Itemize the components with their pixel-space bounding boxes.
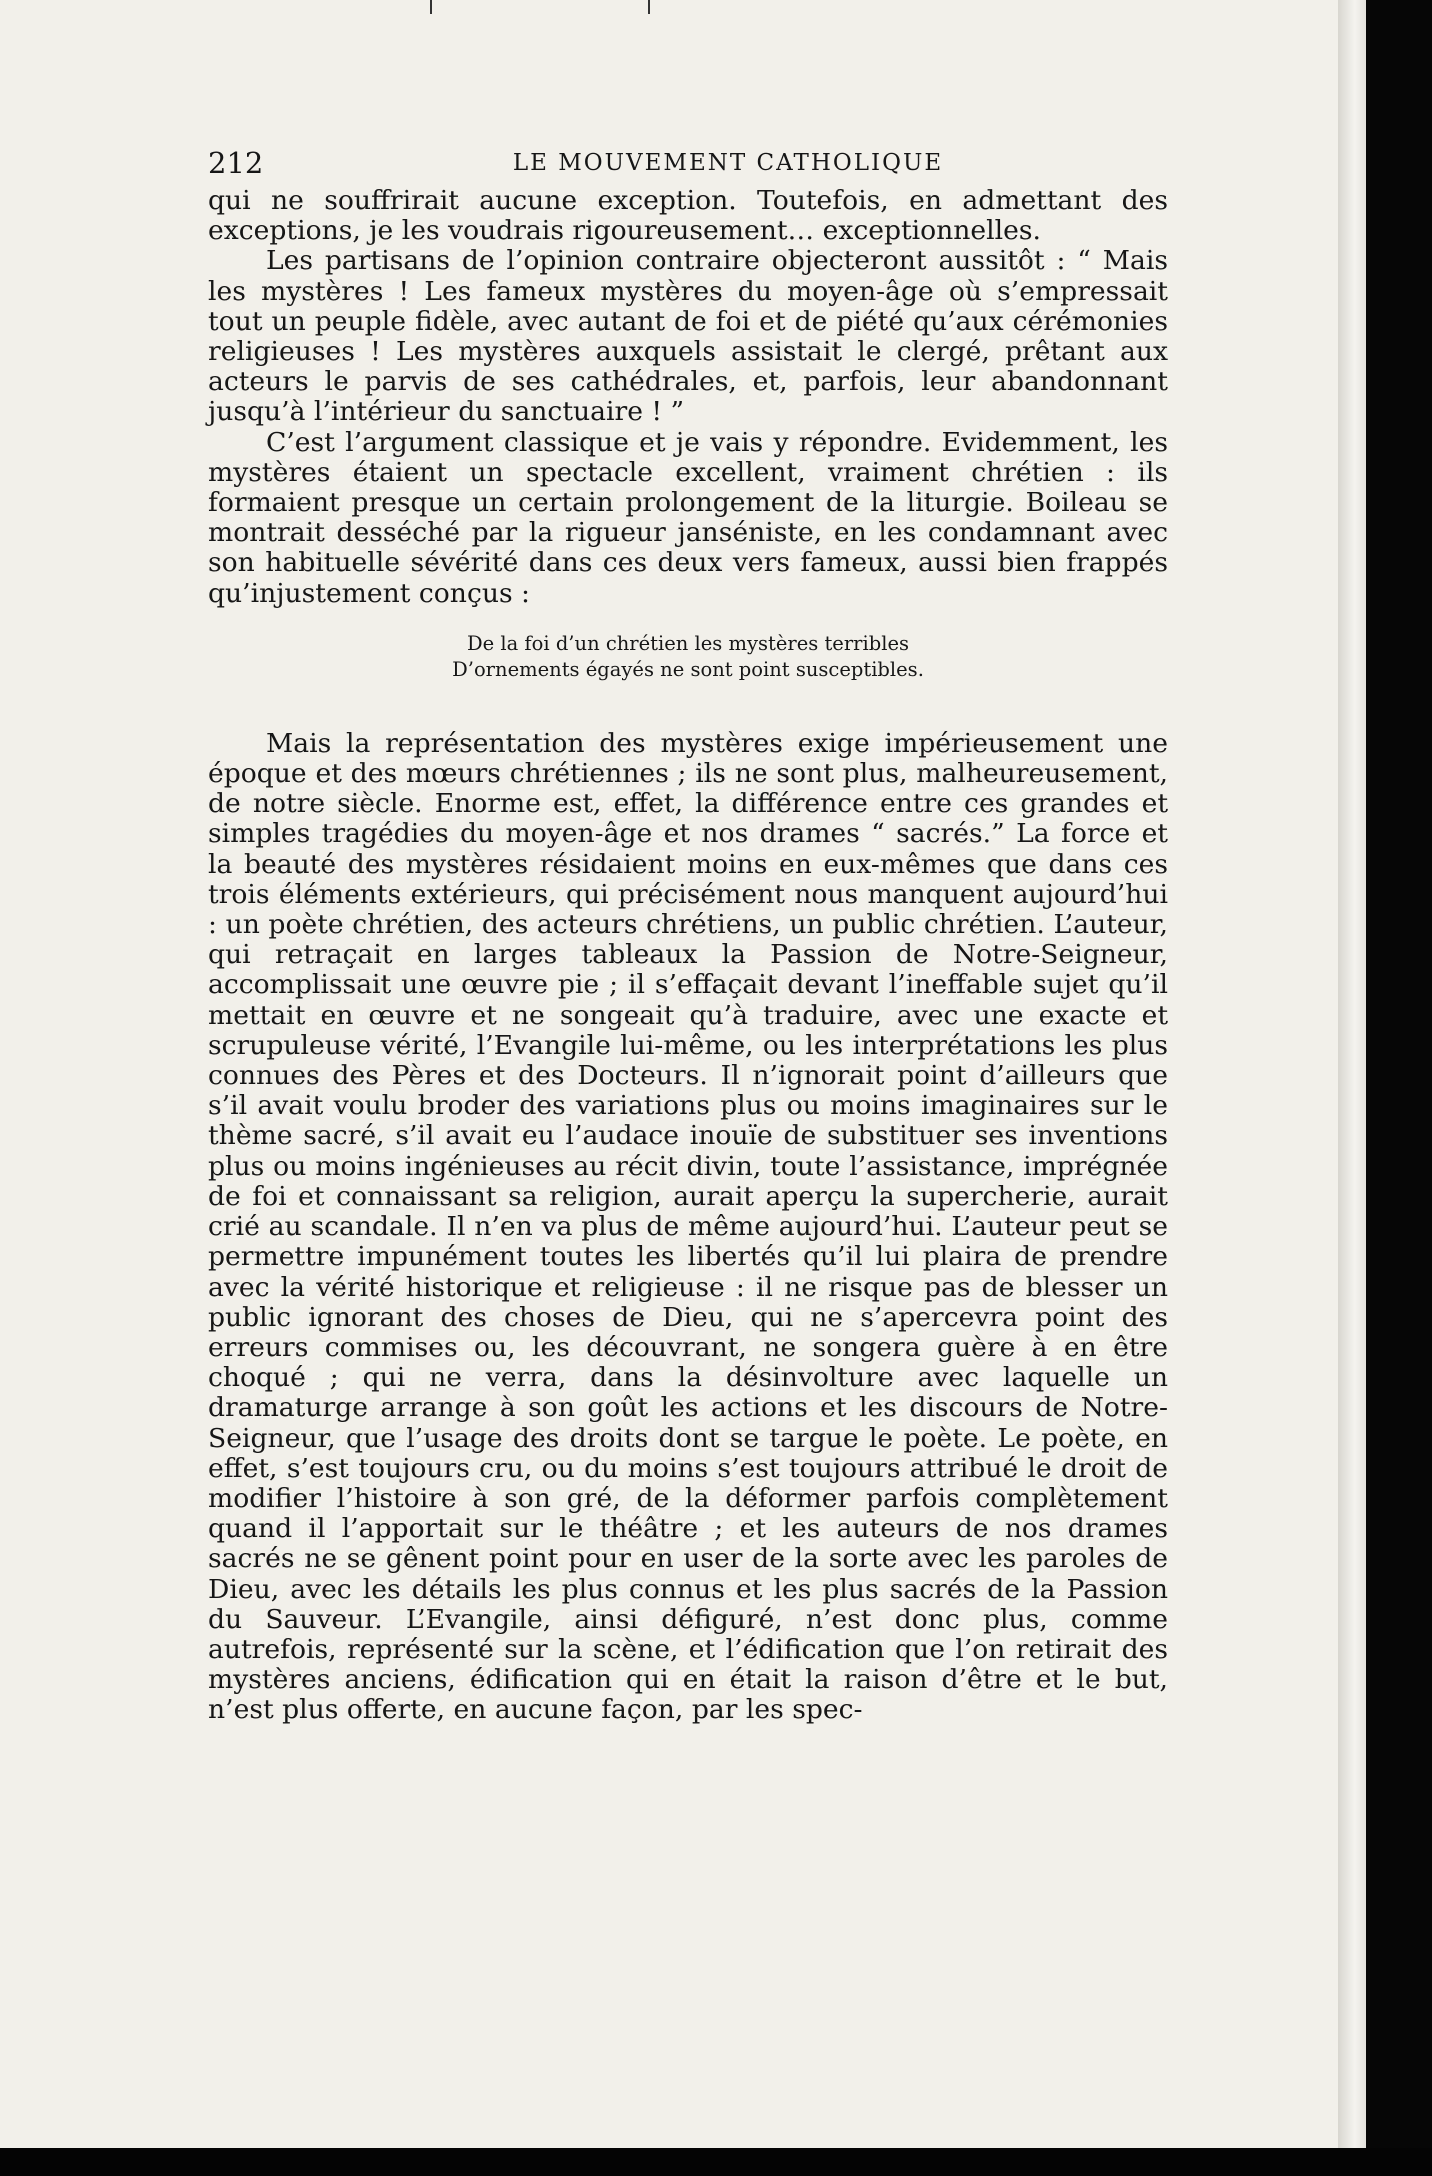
scan-border (0, 2148, 1432, 2176)
book-gutter (1338, 0, 1366, 2148)
verse-line: D’ornements égayés ne sont point susceptibles. (452, 657, 924, 681)
running-title: LE MOUVEMENT CATHOLIQUE (512, 150, 944, 176)
running-head (208, 146, 1168, 186)
verse-quotation (208, 631, 1168, 683)
paragraph-main: Mais la représentation des mystères exige impérieusement une époque et des mœurs chrétiennes ; ils ne sont plus, malheureusement, de notre siècle. Enorme est, effet, la différence entre ces grandes et simples tragédies du moyen-âge et nos drames “ sacrés.” La force et la beauté des mystères résidaient moins en eux-mêmes que dans ces trois éléments extérieurs, qui précisément nous manquent aujourd’hui : un poète chrétien, des acteurs chrétiens, un public chrétien. L’auteur, qui retraçait en larges tableaux la Passion de Notre-Seigneur, accomplissait une œuvre pie ; il s’effaçait devant l’ineffable sujet qu’il mettait en œuvre et ne songeait qu’à traduire, avec une exacte et scrupuleuse vérité, l’Evangile lui-même, ou les interprétations les plus connues des Pères et des Docteurs. Il n’ignorait point d’ailleurs que s’il avait voulu broder des variations plus ou moins imaginaires sur le thème sacré, s’il avait eu l’audace inouïe de substituer ses inventions plus ou moins ingénieuses au récit divin, toute l’assistance, imprégnée de foi et connaissant sa religion, aurait aperçu la supercherie, aurait crié au scandale. Il n’en va plus de même aujourd’hui. L’auteur peut se permettre impunément toutes les libertés qu’il lui plaira de prendre avec la vérité historique et religieuse : il ne risque pas de blesser un public ignorant des choses de Dieu, qui ne s’apercevra point des erreurs commises ou, les découvrant, ne songera guère à en être choqué ; qui ne verra, dans la désinvolture avec laquelle un dramaturge arrange à son goût les actions et les discours de Notre-Seigneur, que l’usage des droits dont se targue le poète. Le poète, en effet, s’est toujours cru, ou du moins s’est toujours attribué le droit de modifier l’histoire à son gré, de la déformer parfois complètement quand il l’apportait sur le théâtre ; et les auteurs de nos drames sacrés ne se gênent point pour en user de la sorte avec les paroles de Dieu, avec les détails les plus connus et les plus sacrés de la Passion du Sauveur. L’Evangile, ainsi défiguré, n’est donc plus, comme autrefois, représenté sur la scène, et l’édification que l’on retirait des mystères anciens, édification qui en était la raison d’être et le but, n’est plus offerte, en aucune façon, par les spec- (208, 727, 1168, 1726)
page-number: 212 (208, 146, 264, 180)
text-column (208, 146, 1168, 1726)
scan-mark (430, 0, 432, 14)
paragraph-continuation: qui ne souffrirait aucune exception. Toutefois, en admettant des exceptions, je les voudrais rigoureusement… exceptionnelles. (208, 185, 1168, 247)
paragraph-objection: Les partisans de l’opinion contraire objecteront aussitôt : “ Mais les mystères ! Les fameux mystères du moyen-âge où s’empressait tout un peuple fidèle, avec autant de foi et de piété qu’aux cérémonies religieuses ! Les mystères auxquels assistait le clergé, prêtant aux acteurs le parvis de ses cathédrales, et, parfois, leur abandonnant jusqu’à l’intérieur du sanctuaire ! ” (208, 245, 1168, 428)
verse-line: De la foi d’un chrétien les mystères terribles (467, 631, 909, 655)
paragraph-argument: C’est l’argument classique et je vais y répondre. Evidemment, les mystères étaient un spectacle excellent, vraiment chrétien : ils formaient presque un certain prolongement de la liturgie. Boileau se montrait desséché par la rigueur janséniste, en les condamnant avec son habituelle sévérité dans ces deux vers fameux, aussi bien frappés qu’injustement conçus : (208, 426, 1168, 609)
scan-mark (648, 0, 650, 14)
